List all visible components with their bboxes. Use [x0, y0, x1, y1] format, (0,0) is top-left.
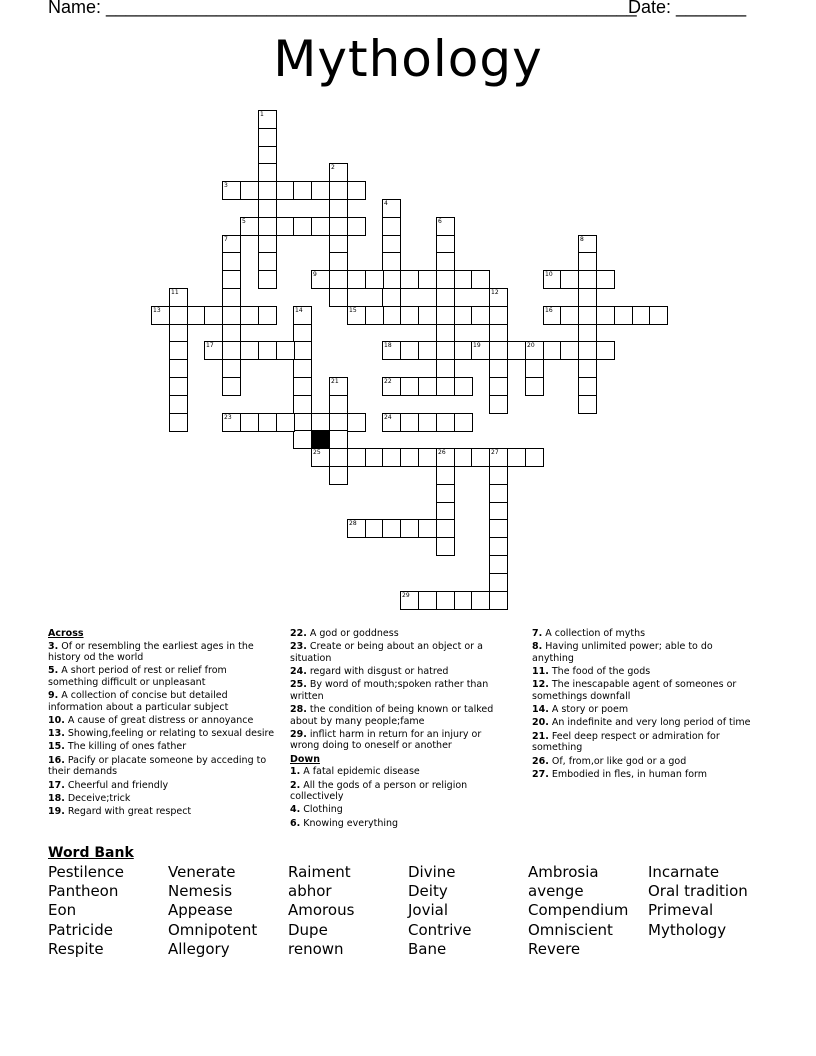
word-bank-heading: Word Bank — [48, 845, 134, 861]
crossword-cell[interactable] — [578, 288, 597, 307]
clue-text: By word of mouth;spoken rather than written — [290, 679, 489, 702]
crossword-cell[interactable] — [436, 288, 455, 307]
crossword-cell[interactable] — [436, 466, 455, 485]
crossword-cell[interactable] — [436, 306, 455, 325]
crossword-cell[interactable] — [382, 519, 401, 538]
crossword-cell[interactable] — [436, 519, 455, 538]
crossword-cell[interactable] — [293, 217, 312, 236]
crossword-cell[interactable] — [240, 181, 259, 200]
clue-num: 3. — [48, 640, 59, 652]
word-bank-item: Mythology — [648, 920, 727, 939]
word-bank-item: renown — [288, 939, 344, 958]
name-line[interactable]: _____________________________________________________ — [106, 0, 637, 17]
word-bank-item: Incarnate — [648, 863, 720, 881]
crossword-cell[interactable] — [258, 128, 277, 147]
crossword-cell[interactable] — [169, 377, 188, 396]
clue-item — [532, 704, 752, 716]
crossword-cell[interactable] — [436, 413, 455, 432]
date-line[interactable]: _______ — [676, 0, 747, 17]
word-bank-item: Allegory — [168, 939, 230, 958]
clue-number-27: 27 — [491, 449, 499, 456]
clue-item — [532, 769, 752, 781]
crossword-cell[interactable] — [258, 413, 277, 432]
crossword-cell[interactable] — [347, 181, 366, 200]
clue-item — [532, 756, 752, 768]
crossword-cell[interactable] — [258, 306, 277, 325]
crossword-cell[interactable] — [400, 413, 419, 432]
crossword-cell[interactable] — [525, 377, 544, 396]
clue-num: 22. — [290, 628, 307, 639]
clue-item — [290, 628, 510, 640]
crossword-cell[interactable] — [311, 181, 330, 200]
crossword-cell[interactable] — [614, 306, 633, 325]
word-bank-item: Respite — [48, 939, 104, 958]
crossword-cell[interactable] — [329, 448, 348, 467]
clue-item — [532, 731, 752, 754]
crossword-cell[interactable] — [418, 591, 437, 610]
crossword-cell[interactable] — [578, 359, 597, 378]
crossword-cell[interactable] — [329, 466, 348, 485]
clues-column-3 — [532, 628, 752, 782]
word-bank-item: Ambrosia — [528, 863, 599, 881]
clue-number-23: 23 — [224, 414, 232, 421]
crossword-cell[interactable] — [400, 377, 419, 396]
clue-num: 14. — [532, 704, 549, 716]
crossword-cell[interactable] — [329, 288, 348, 307]
clue-number-19: 19 — [473, 342, 481, 349]
crossword-cell[interactable] — [400, 448, 419, 467]
clue-text: Create or being about an object or a situation — [290, 641, 483, 664]
date-label: Date: — [628, 0, 672, 17]
clue-text: the condition of being known or talked about by many people;fame — [290, 704, 494, 727]
clue-text: The killing of ones father — [64, 741, 187, 753]
clue-number-26: 26 — [438, 449, 446, 456]
clue-num: 25. — [290, 679, 307, 691]
crossword-cell[interactable] — [649, 306, 668, 325]
crossword-cell[interactable] — [240, 306, 259, 325]
clue-text: A god or goddness — [306, 628, 399, 639]
crossword-cell[interactable] — [276, 341, 295, 360]
clue-item — [290, 679, 510, 702]
crossword-cell[interactable] — [578, 306, 597, 325]
crossword-cell[interactable] — [489, 395, 508, 414]
clue-item — [48, 728, 276, 740]
crossword-cell[interactable] — [578, 270, 597, 289]
crossword-cell[interactable] — [258, 163, 277, 182]
crossword-cell[interactable] — [471, 448, 490, 467]
crossword-cell[interactable] — [240, 413, 259, 432]
crossword-cell[interactable] — [489, 519, 508, 538]
clue-number-15: 15 — [349, 307, 357, 314]
clue-num: 15. — [48, 741, 65, 753]
crossword-cell[interactable] — [400, 519, 419, 538]
clue-number-5: 5 — [242, 218, 246, 225]
clue-number-14: 14 — [295, 307, 303, 314]
clue-item — [290, 818, 510, 830]
clue-number-10: 10 — [545, 271, 553, 278]
word-bank-item: Omniscient — [528, 920, 613, 939]
clue-num: 13. — [48, 728, 65, 740]
crossword-cell[interactable] — [400, 306, 419, 325]
crossword-cell[interactable] — [525, 359, 544, 378]
crossword-cell[interactable] — [507, 341, 526, 360]
name-label: Name: — [48, 0, 102, 17]
clue-num: 9. — [48, 690, 59, 702]
crossword-cell[interactable] — [258, 199, 277, 218]
crossword-cell[interactable] — [382, 252, 401, 271]
blocked-cell — [311, 430, 330, 449]
crossword-cell[interactable] — [329, 199, 348, 218]
word-bank-item: Patricide — [48, 920, 113, 939]
page-title: Mythology — [273, 30, 543, 88]
clue-text: Regard with great respect — [64, 806, 192, 818]
crossword-cell[interactable] — [454, 377, 473, 396]
clue-text: Feel deep respect or admiration for something — [532, 730, 720, 754]
crossword-cell[interactable] — [560, 270, 579, 289]
word-bank-item: Divine — [408, 863, 456, 881]
clue-number-7: 7 — [224, 236, 228, 243]
clue-num: 26. — [532, 755, 549, 767]
clue-num: 24. — [290, 666, 307, 678]
crossword-cell[interactable] — [382, 270, 401, 289]
clue-number-28: 28 — [349, 520, 357, 527]
clue-number-6: 6 — [438, 218, 442, 225]
crossword-cell[interactable] — [382, 306, 401, 325]
clue-num: 5. — [48, 665, 59, 677]
clue-item — [48, 793, 276, 805]
clue-num: 16. — [48, 754, 65, 766]
clue-num: 17. — [48, 779, 65, 791]
crossword-cell[interactable] — [347, 217, 366, 236]
word-bank-item: Eon — [48, 901, 77, 920]
crossword-cell[interactable] — [329, 270, 348, 289]
clue-text: A story or poem — [548, 704, 629, 716]
crossword-cell[interactable] — [578, 341, 597, 360]
crossword-cell[interactable] — [240, 341, 259, 360]
crossword-cell[interactable] — [560, 306, 579, 325]
clue-item — [290, 766, 510, 778]
crossword-cell[interactable] — [293, 341, 312, 360]
crossword-cell[interactable] — [489, 484, 508, 503]
clue-num: 29. — [290, 728, 307, 740]
clue-item — [532, 641, 752, 664]
crossword-cell[interactable] — [436, 591, 455, 610]
clue-item — [290, 729, 510, 752]
crossword-cell[interactable] — [347, 413, 366, 432]
crossword-cell[interactable] — [471, 306, 490, 325]
clue-item — [48, 806, 276, 818]
crossword-cell[interactable] — [276, 413, 295, 432]
word-bank-item: Oral tradition — [648, 882, 748, 901]
clue-item — [48, 665, 276, 688]
clue-item — [48, 755, 276, 778]
clue-item — [532, 628, 752, 640]
word-bank-item: Omnipotent — [168, 920, 258, 939]
clue-number-4: 4 — [384, 200, 388, 207]
crossword-cell[interactable] — [578, 252, 597, 271]
crossword-cell[interactable] — [454, 413, 473, 432]
crossword-cell[interactable] — [436, 537, 455, 556]
crossword-cell[interactable] — [436, 377, 455, 396]
clue-text: The food of the gods — [548, 666, 651, 678]
clue-text: An indefinite and very long period of time — [548, 717, 751, 729]
crossword-cell[interactable] — [489, 537, 508, 556]
crossword-cell[interactable] — [293, 430, 312, 449]
crossword-cell[interactable] — [222, 359, 241, 378]
crossword-cell[interactable] — [418, 270, 437, 289]
clue-num: 2. — [290, 779, 301, 791]
word-bank-item: Pestilence — [48, 863, 124, 881]
crossword-cell[interactable] — [222, 341, 241, 360]
clue-number-22: 22 — [384, 378, 392, 385]
down-heading: Down — [290, 753, 320, 765]
word-bank-item: Compendium — [528, 901, 629, 920]
crossword-cell[interactable] — [169, 395, 188, 414]
clue-text: A collection of concise but detailed information about a particular subject — [48, 690, 229, 713]
crossword-cell[interactable] — [489, 591, 508, 610]
clue-text: Having unlimited power; able to do anything — [532, 641, 713, 664]
crossword-cell[interactable] — [489, 573, 508, 592]
crossword-cell[interactable] — [418, 341, 437, 360]
clue-text: Clothing — [300, 804, 343, 816]
clue-number-1: 1 — [260, 111, 264, 118]
word-bank-item: Deity — [408, 882, 448, 901]
crossword-cell[interactable] — [560, 341, 579, 360]
clue-num: 11. — [532, 666, 549, 678]
crossword-cell[interactable] — [418, 377, 437, 396]
crossword-cell[interactable] — [489, 377, 508, 396]
clue-text: Pacify or placate someone by acceding to their demands — [48, 754, 267, 778]
crossword-cell[interactable] — [382, 288, 401, 307]
crossword-cell[interactable] — [436, 359, 455, 378]
clue-num: 23. — [290, 641, 307, 653]
crossword-cell[interactable] — [222, 252, 241, 271]
clue-number-2: 2 — [331, 164, 335, 171]
clue-item — [48, 641, 276, 664]
crossword-cell[interactable] — [418, 306, 437, 325]
clue-text: A cause of great distress or annoyance — [64, 714, 254, 726]
crossword-cell[interactable] — [436, 341, 455, 360]
crossword-cell[interactable] — [329, 395, 348, 414]
word-bank-item: Appease — [168, 901, 233, 920]
clue-num: 27. — [532, 768, 549, 780]
crossword-cell[interactable] — [347, 448, 366, 467]
word-bank-item: Dupe — [288, 920, 328, 939]
clue-num: 18. — [48, 792, 65, 804]
clue-num: 1. — [290, 766, 301, 778]
clue-num: 28. — [290, 704, 307, 716]
crossword-cell[interactable] — [293, 395, 312, 414]
clue-item — [48, 715, 276, 727]
clues-column-1 — [48, 628, 276, 819]
crossword-cell[interactable] — [525, 448, 544, 467]
crossword-cell[interactable] — [258, 270, 277, 289]
crossword-cell[interactable] — [382, 217, 401, 236]
clue-text: Of or resembling the earliest ages in the history od the world — [48, 640, 254, 663]
crossword-cell[interactable] — [418, 519, 437, 538]
crossword-cell[interactable] — [204, 306, 223, 325]
crossword-cell[interactable] — [365, 270, 384, 289]
clue-text: Of, from,or like god or a god — [548, 755, 687, 767]
clue-num: 20. — [532, 717, 549, 729]
crossword-cell[interactable] — [418, 413, 437, 432]
crossword-cell[interactable] — [347, 270, 366, 289]
crossword-cell[interactable] — [258, 341, 277, 360]
clue-number-18: 18 — [384, 342, 392, 349]
crossword-cell[interactable] — [169, 413, 188, 432]
clue-number-11: 11 — [171, 289, 179, 296]
crossword-cell[interactable] — [489, 359, 508, 378]
clue-text: Showing,feeling or relating to sexual desire — [64, 728, 275, 740]
clue-text: Embodied in fles, in human form — [548, 768, 708, 780]
crossword-cell[interactable] — [489, 341, 508, 360]
clue-num: 21. — [532, 730, 549, 742]
clue-item — [48, 741, 276, 753]
crossword-cell[interactable] — [382, 448, 401, 467]
word-bank-item: Revere — [528, 939, 581, 958]
clue-number-16: 16 — [545, 307, 553, 314]
across-heading: Across — [48, 628, 84, 639]
clue-number-3: 3 — [224, 182, 228, 189]
clue-item — [290, 804, 510, 816]
word-bank-item: Amorous — [288, 901, 355, 920]
clue-text: A collection of myths — [542, 628, 646, 639]
clue-text: Cheerful and friendly — [64, 779, 169, 791]
clue-number-21: 21 — [331, 378, 339, 385]
crossword-cell[interactable] — [293, 181, 312, 200]
crossword-cell[interactable] — [436, 252, 455, 271]
clue-num: 12. — [532, 679, 549, 691]
clue-number-29: 29 — [402, 592, 410, 599]
clue-text: A short period of rest or relief from something difficult or unpleasant — [48, 665, 227, 688]
clue-text: inflict harm in return for an injury or wrong doing to oneself or another — [290, 728, 482, 752]
crossword-cell[interactable] — [596, 270, 615, 289]
clue-num: 4. — [290, 804, 301, 816]
clue-text: regard with disgust or hatred — [306, 666, 449, 678]
clue-text: Knowing everything — [300, 817, 399, 829]
crossword-cell[interactable] — [311, 217, 330, 236]
clue-number-13: 13 — [153, 307, 161, 314]
crossword-cell[interactable] — [258, 217, 277, 236]
crossword-cell[interactable] — [507, 448, 526, 467]
clue-item — [290, 641, 510, 664]
clue-text: The inescapable agent of someones or somethings downfall — [532, 679, 737, 702]
crossword-cell[interactable] — [489, 306, 508, 325]
crossword-cell[interactable] — [222, 377, 241, 396]
clue-item — [532, 666, 752, 678]
crossword-cell[interactable] — [596, 341, 615, 360]
crossword-cell[interactable] — [489, 555, 508, 574]
word-bank-item: Bane — [408, 939, 447, 958]
word-bank-item: Pantheon — [48, 882, 119, 901]
clue-number-12: 12 — [491, 289, 499, 296]
crossword-cell[interactable] — [471, 270, 490, 289]
clue-item — [290, 704, 510, 727]
crossword-cell[interactable] — [169, 359, 188, 378]
crossword-cell[interactable] — [329, 217, 348, 236]
clue-item — [532, 717, 752, 729]
crossword-cell[interactable] — [578, 395, 597, 414]
crossword-cell[interactable] — [365, 306, 384, 325]
clue-item — [532, 679, 752, 702]
crossword-cell[interactable] — [489, 466, 508, 485]
clue-item — [290, 666, 510, 678]
clue-item — [290, 780, 510, 803]
crossword-cell[interactable] — [436, 484, 455, 503]
crossword-cell[interactable] — [258, 181, 277, 200]
clues-column-2 — [290, 628, 510, 831]
crossword-cell[interactable] — [222, 288, 241, 307]
crossword-cell[interactable] — [418, 448, 437, 467]
crossword-cell[interactable] — [258, 252, 277, 271]
clue-num: 10. — [48, 714, 65, 726]
clue-number-8: 8 — [580, 236, 584, 243]
crossword-cell[interactable] — [596, 306, 615, 325]
clue-number-25: 25 — [313, 449, 321, 456]
crossword-cell[interactable] — [329, 252, 348, 271]
clue-item — [48, 780, 276, 792]
word-bank-item: avenge — [528, 882, 584, 901]
crossword-cell[interactable] — [293, 377, 312, 396]
word-bank-item: Jovial — [408, 901, 449, 920]
crossword-cell[interactable] — [222, 270, 241, 289]
clue-num: 6. — [290, 817, 301, 829]
crossword-cell[interactable] — [471, 591, 490, 610]
crossword-cell[interactable] — [329, 181, 348, 200]
crossword-cell[interactable] — [222, 306, 241, 325]
clue-number-24: 24 — [384, 414, 392, 421]
crossword-cell[interactable] — [578, 377, 597, 396]
word-bank — [48, 863, 768, 959]
clue-text: All the gods of a person or religion collectively — [290, 779, 468, 803]
clue-item — [48, 690, 276, 713]
clue-text: Deceive;trick — [64, 792, 131, 804]
word-bank-item: Contrive — [408, 920, 472, 939]
crossword-cell[interactable] — [400, 341, 419, 360]
crossword-cell[interactable] — [169, 306, 188, 325]
word-bank-item: abhor — [288, 882, 332, 901]
word-bank-item: Nemesis — [168, 882, 233, 901]
clue-num: 8. — [532, 641, 543, 653]
name-date-header — [48, 0, 747, 18]
crossword-cell[interactable] — [436, 270, 455, 289]
clue-number-17: 17 — [206, 342, 214, 349]
word-bank-item: Venerate — [168, 863, 236, 881]
clue-number-9: 9 — [313, 271, 317, 278]
word-bank-item: Raiment — [288, 863, 351, 881]
word-bank-item: Primeval — [648, 901, 714, 920]
clue-text: A fatal epidemic disease — [300, 766, 420, 778]
crossword-cell[interactable] — [329, 430, 348, 449]
clue-num: 19. — [48, 806, 65, 818]
clue-number-20: 20 — [527, 342, 535, 349]
crossword-cell[interactable] — [293, 359, 312, 378]
crossword-cell[interactable] — [169, 341, 188, 360]
crossword-cell[interactable] — [400, 270, 419, 289]
clue-num: 7. — [532, 628, 543, 639]
